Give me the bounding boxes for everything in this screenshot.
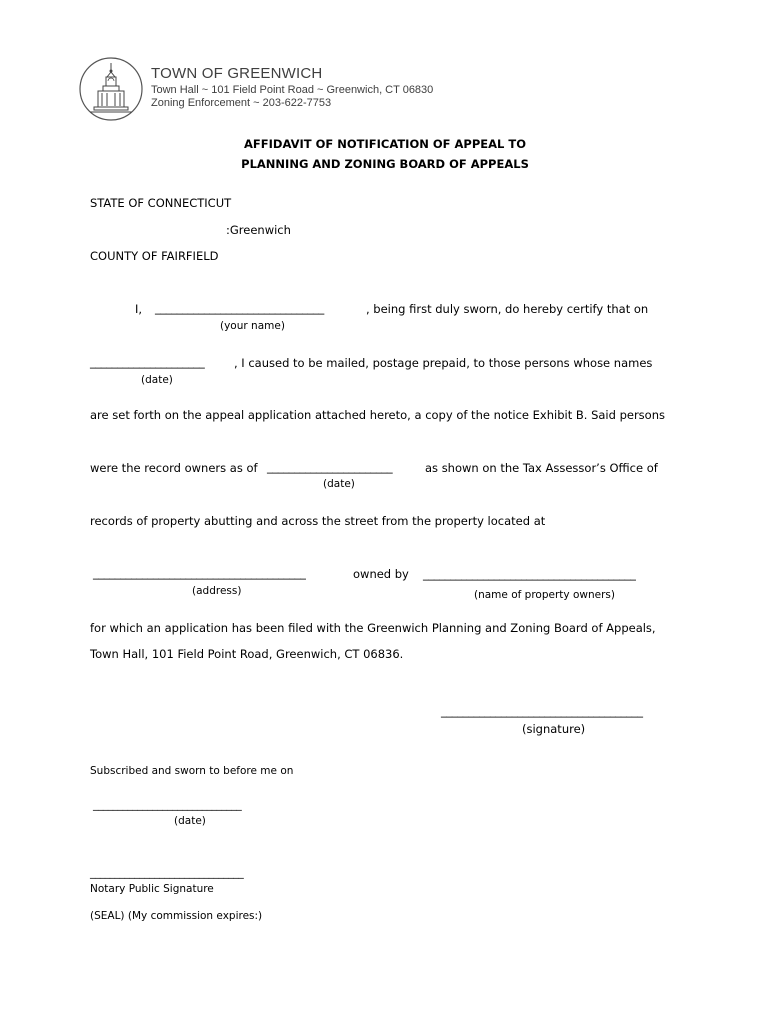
record-date-field[interactable]: _______________________ (267, 460, 393, 474)
mailing-date-field[interactable]: _____________________ (90, 355, 205, 369)
notary-signature-field[interactable]: _______________________________ (90, 867, 244, 879)
property-address-field[interactable]: _______________________________________ (93, 566, 306, 580)
your-name-field[interactable]: _______________________________ (155, 301, 324, 315)
your-name-caption: (your name) (220, 320, 285, 332)
town-address: Town Hall ~ 101 Field Point Road ~ Greenwich, CT 06830 (151, 84, 434, 96)
notary-date-field[interactable]: ______________________________ (93, 799, 242, 811)
signature-caption: (signature) (522, 722, 586, 736)
property-owners-field[interactable]: _______________________________________ (423, 567, 636, 581)
appeal-statement: are set forth on the appeal application attached hereto, a copy of the notice Exhibit B. Said persons (90, 408, 665, 422)
mailing-date-caption: (date) (141, 374, 173, 386)
seal-commission-text: (SEAL) (My commission expires:) (90, 910, 263, 922)
record-owners-prefix: were the record owners as of (90, 461, 258, 475)
document-title-line-1: AFFIDAVIT OF NOTIFICATION OF APPEAL TO (244, 137, 526, 151)
subscribed-statement: Subscribed and sworn to before me on (90, 765, 294, 777)
declarant-prefix: I, (135, 302, 143, 316)
sworn-statement: , being first duly sworn, do hereby certify that on (366, 302, 649, 316)
address-caption: (address) (192, 585, 242, 597)
notary-date-caption: (date) (174, 815, 206, 827)
owned-by-label: owned by (353, 567, 409, 581)
town-name: TOWN OF GREENWICH (151, 65, 323, 82)
venue-county: COUNTY OF FAIRFIELD (90, 249, 219, 263)
tax-assessor-statement: as shown on the Tax Assessor’s Office of (425, 461, 658, 475)
notary-signature-caption: Notary Public Signature (90, 883, 214, 895)
document-title-line-2: PLANNING AND ZONING BOARD OF APPEALS (241, 157, 529, 171)
record-date-caption: (date) (323, 478, 355, 490)
signature-field[interactable]: _____________________________________ (441, 704, 643, 718)
property-records-statement: records of property abutting and across the street from the property located at (90, 514, 546, 528)
venue-state: STATE OF CONNECTICUT (90, 196, 232, 210)
owners-caption: (name of property owners) (474, 589, 615, 601)
department-contact: Zoning Enforcement ~ 203-622-7753 (151, 97, 332, 109)
town-hall-address: Town Hall, 101 Field Point Road, Greenwich, CT 06836. (90, 647, 404, 661)
venue-town: :Greenwich (226, 223, 291, 237)
town-hall-seal-icon (78, 56, 144, 122)
mailing-statement: , I caused to be mailed, postage prepaid, to those persons whose names (234, 356, 653, 370)
application-statement: for which an application has been filed with the Greenwich Planning and Zoning Board of Appeals, (90, 621, 656, 635)
